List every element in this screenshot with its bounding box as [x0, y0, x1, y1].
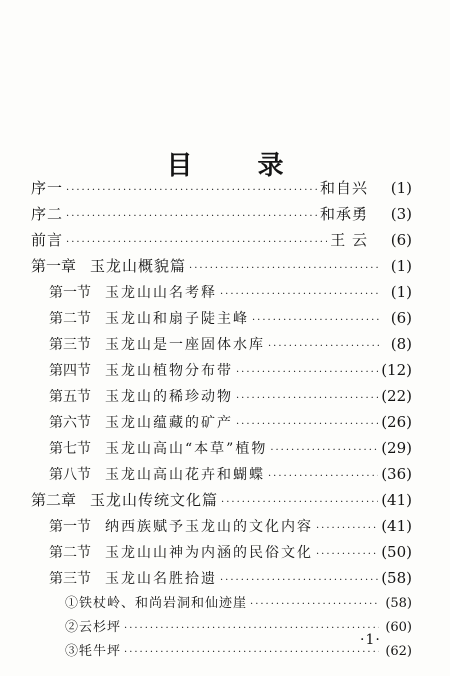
toc-entry-label: ③牦牛坪: [65, 644, 122, 659]
toc-section-number: 第六节: [49, 415, 91, 431]
dot-leader: [316, 543, 378, 567]
toc-entry-label: 玉龙山的稀珍动物: [105, 389, 233, 405]
dot-leader: [270, 439, 378, 463]
toc-section-number: 第七节: [49, 441, 91, 457]
toc-section-number: 第五节: [49, 389, 91, 405]
toc-entry-page: (60): [385, 620, 412, 635]
toc-section-number: 第二章: [31, 491, 77, 509]
toc-entry-page: (6): [390, 309, 412, 327]
toc-entry-author: 和自兴: [319, 179, 368, 197]
toc-entry-page: (62): [385, 644, 412, 659]
toc-entry-label: 玉龙山和扇子陡主峰: [105, 311, 249, 327]
dot-leader: [189, 257, 379, 281]
toc-entry-label: ②云杉坪: [65, 620, 122, 635]
toc-entry-author: 王 云: [330, 231, 368, 249]
toc-entry-page: (41): [381, 517, 412, 535]
toc-section-number: 第三节: [49, 337, 91, 353]
toc-entry-page: (3): [390, 205, 412, 223]
toc-entry-preface-1[interactable]: [31, 176, 412, 200]
toc-entry-label: 玉龙山高山“本草”植物: [105, 441, 268, 457]
toc-entry-label: 玉龙山山神为内涵的民俗文化: [105, 545, 313, 561]
toc-section-number: 第四节: [49, 363, 91, 379]
toc-entry-preface-2[interactable]: [31, 202, 412, 226]
toc-entry-label: ①铁杖岭、和尚岩洞和仙迹崖: [65, 596, 248, 611]
dot-leader: [252, 309, 379, 333]
toc-section[interactable]: [49, 410, 412, 434]
toc-section[interactable]: [49, 462, 412, 486]
toc-entry-page: (12): [381, 361, 412, 379]
toc-entry-page: (22): [381, 387, 412, 405]
dot-leader: [66, 179, 317, 203]
toc-entry-label: 玉龙山概貌篇: [90, 257, 187, 275]
toc-section[interactable]: [49, 332, 412, 356]
dot-leader: [66, 205, 317, 229]
toc-section[interactable]: [49, 280, 412, 304]
toc-entry-author: 和承勇: [319, 205, 368, 223]
toc-section[interactable]: [49, 358, 412, 382]
page-title: 目 录: [166, 151, 312, 181]
toc-entry-page: (29): [381, 439, 412, 457]
toc-section-number: 第一节: [49, 285, 91, 301]
toc-entry-label: 前言: [31, 231, 64, 249]
dot-leader: [221, 491, 378, 515]
toc-section-number: 第二节: [49, 545, 91, 561]
toc-entry-label: 玉龙山高山花卉和蝴蝶: [105, 467, 265, 483]
toc-entry-label: 序一: [31, 179, 64, 197]
toc-section-number: 第三节: [49, 571, 91, 587]
toc-entry-page: (50): [381, 543, 412, 561]
toc-entry-page: (1): [390, 257, 412, 275]
toc-entry-label: 纳西族赋予玉龙山的文化内容: [105, 519, 313, 535]
toc-entry-label: 玉龙山山名考释: [105, 285, 217, 301]
toc-entry-label: 玉龙山植物分布带: [105, 363, 233, 379]
toc-entry-page: (58): [385, 596, 412, 611]
dot-leader: [220, 569, 378, 593]
toc-entry-page: (1): [390, 283, 412, 301]
toc-entry-page: (36): [381, 465, 412, 483]
toc-section[interactable]: [49, 566, 412, 590]
dot-leader: [220, 283, 379, 307]
toc-entry-label: 序二: [31, 205, 64, 223]
toc-entry-page: (6): [390, 231, 412, 249]
toc-entry-label: 玉龙山蕴藏的矿产: [105, 415, 233, 431]
dot-leader: [124, 641, 379, 665]
dot-leader: [124, 617, 379, 641]
dot-leader: [236, 361, 378, 385]
page-number: ·1·: [360, 632, 381, 648]
toc-entry-page: (58): [381, 569, 412, 587]
dot-leader: [66, 231, 327, 255]
toc-section-number: 第八节: [49, 467, 91, 483]
dot-leader: [250, 593, 379, 617]
toc-section[interactable]: [49, 514, 412, 538]
dot-leader: [268, 465, 378, 489]
dot-leader: [236, 387, 378, 411]
toc-section[interactable]: [49, 540, 412, 564]
toc-section-number: 第一章: [31, 257, 77, 275]
toc-section-number: 第一节: [49, 519, 91, 535]
toc-section[interactable]: [49, 306, 412, 330]
dot-leader: [316, 517, 378, 541]
toc-entry-page: (26): [381, 413, 412, 431]
toc-entry-label: 玉龙山是一座固体水库: [105, 337, 265, 353]
toc-section[interactable]: [49, 436, 412, 460]
toc-section-number: 第二节: [49, 311, 91, 327]
toc-entry-label: 玉龙山传统文化篇: [90, 491, 219, 509]
toc-subitem[interactable]: [65, 592, 412, 616]
toc-entry-page: (41): [381, 491, 412, 509]
dot-leader: [236, 413, 378, 437]
toc-section[interactable]: [49, 384, 412, 408]
toc-entry-page: (1): [390, 179, 412, 197]
toc-entry-page: (8): [390, 335, 412, 353]
toc-chapter-2[interactable]: [31, 488, 412, 512]
toc-entry-label: 玉龙山名胜拾遗: [105, 571, 217, 587]
toc-entry-foreword[interactable]: [31, 228, 412, 252]
toc-chapter-1[interactable]: [31, 254, 412, 278]
dot-leader: [268, 335, 379, 359]
